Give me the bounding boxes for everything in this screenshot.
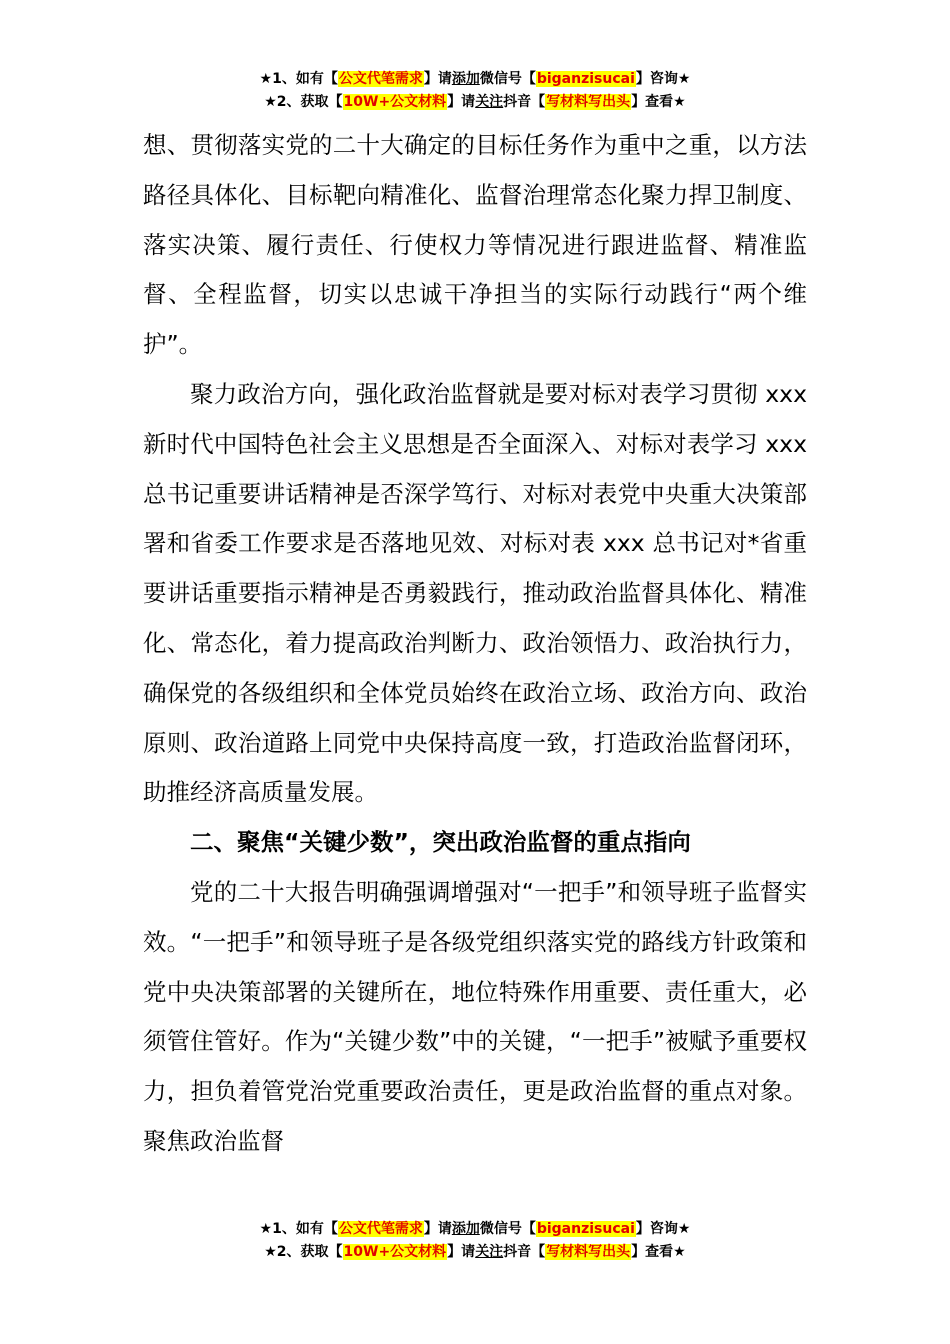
banner-text: 】查看★: [631, 1244, 686, 1260]
banner-text: 】请: [447, 94, 476, 110]
banner-text: 微信号【: [479, 1221, 536, 1237]
wechat-id: biganzisucai: [536, 1221, 635, 1237]
banner-text: 】查看★: [631, 94, 686, 110]
banner-line-1: [0, 1218, 950, 1241]
banner-text: 】请: [423, 1221, 452, 1237]
banner-text: ★1、如有【: [259, 71, 338, 87]
douyin-account: 写材料写出头: [546, 1244, 631, 1260]
banner-text: 】咨询★: [635, 71, 691, 87]
header-banner: [0, 68, 950, 114]
highlight-text: 公文代笔需求: [338, 1221, 423, 1237]
wechat-id: biganzisucai: [536, 71, 635, 87]
banner-line-1: [0, 68, 950, 91]
banner-text: 微信号【: [479, 71, 536, 87]
underlined-text: 关注: [475, 94, 504, 110]
document-body: [143, 121, 807, 1167]
paragraph-3: 党的二十大报告明确强调增强对“一把手”和领导班子监督实效。“一把手”和领导班子是各级党组织落实党的路线方针政策和党中央决策部署的关键所在，地位特殊作用重要、责任重大，必须管住管好。作为“关键少数”中的关键，“一把手”被赋予重要权力，担负着管党治党重要政治责任，更是政治监督的重点对象。聚焦政治监督: [143, 877, 807, 1155]
banner-text: ★2、获取【: [264, 94, 343, 110]
underlined-text: 添加: [451, 71, 480, 87]
banner-text: ★2、获取【: [264, 1244, 343, 1260]
footer-banner: [0, 1218, 950, 1264]
douyin-account: 写材料写出头: [546, 94, 631, 110]
paragraph-2: 聚力政治方向，强化政治监督就是要对标对表学习贯彻 xxx 新时代中国特色社会主义思想是否全面深入、对标对表学习 xxx 总书记重要讲话精神是否深学笃行、对标对表党中央重大决策部署和省委工作要求是否落地见效、对标对表 xxx 总书记对*省重要讲话重要指示精神是否勇毅践行，推动政治监督具体化、精准化、常态化，着力提高政治判断力、政治领悟力、政治执行力，确保党的各级组织和全体党员始终在政治立场、政治方向、政治原则、政治道路上同党中央保持高度一致，打造政治监督闭环，助推经济高质量发展。: [143, 379, 807, 807]
banner-line-2: [0, 91, 950, 114]
highlight-text: 10W+公文材料: [343, 1244, 447, 1260]
banner-text: 】请: [423, 71, 452, 87]
highlight-text: 10W+公文材料: [343, 94, 447, 110]
section-heading-2: 二、聚焦“关键少数”，突出政治监督的重点指向: [190, 828, 691, 857]
banner-text: 】请: [447, 1244, 476, 1260]
underlined-text: 关注: [475, 1244, 504, 1260]
underlined-text: 添加: [451, 1221, 480, 1237]
banner-line-2: [0, 1241, 950, 1264]
highlight-text: 公文代笔需求: [338, 71, 423, 87]
banner-text: 抖音【: [503, 94, 546, 110]
paragraph-1: 想、贯彻落实党的二十大确定的目标任务作为重中之重，以方法路径具体化、目标靶向精准化、监督治理常态化聚力捍卫制度、落实决策、履行责任、行使权力等情况进行跟进监督、精准监督、全程监督，切实以忠诚干净担当的实际行动践行“两个维护”。: [143, 131, 807, 359]
banner-text: 】咨询★: [635, 1221, 691, 1237]
banner-text: ★1、如有【: [259, 1221, 338, 1237]
banner-text: 抖音【: [503, 1244, 546, 1260]
